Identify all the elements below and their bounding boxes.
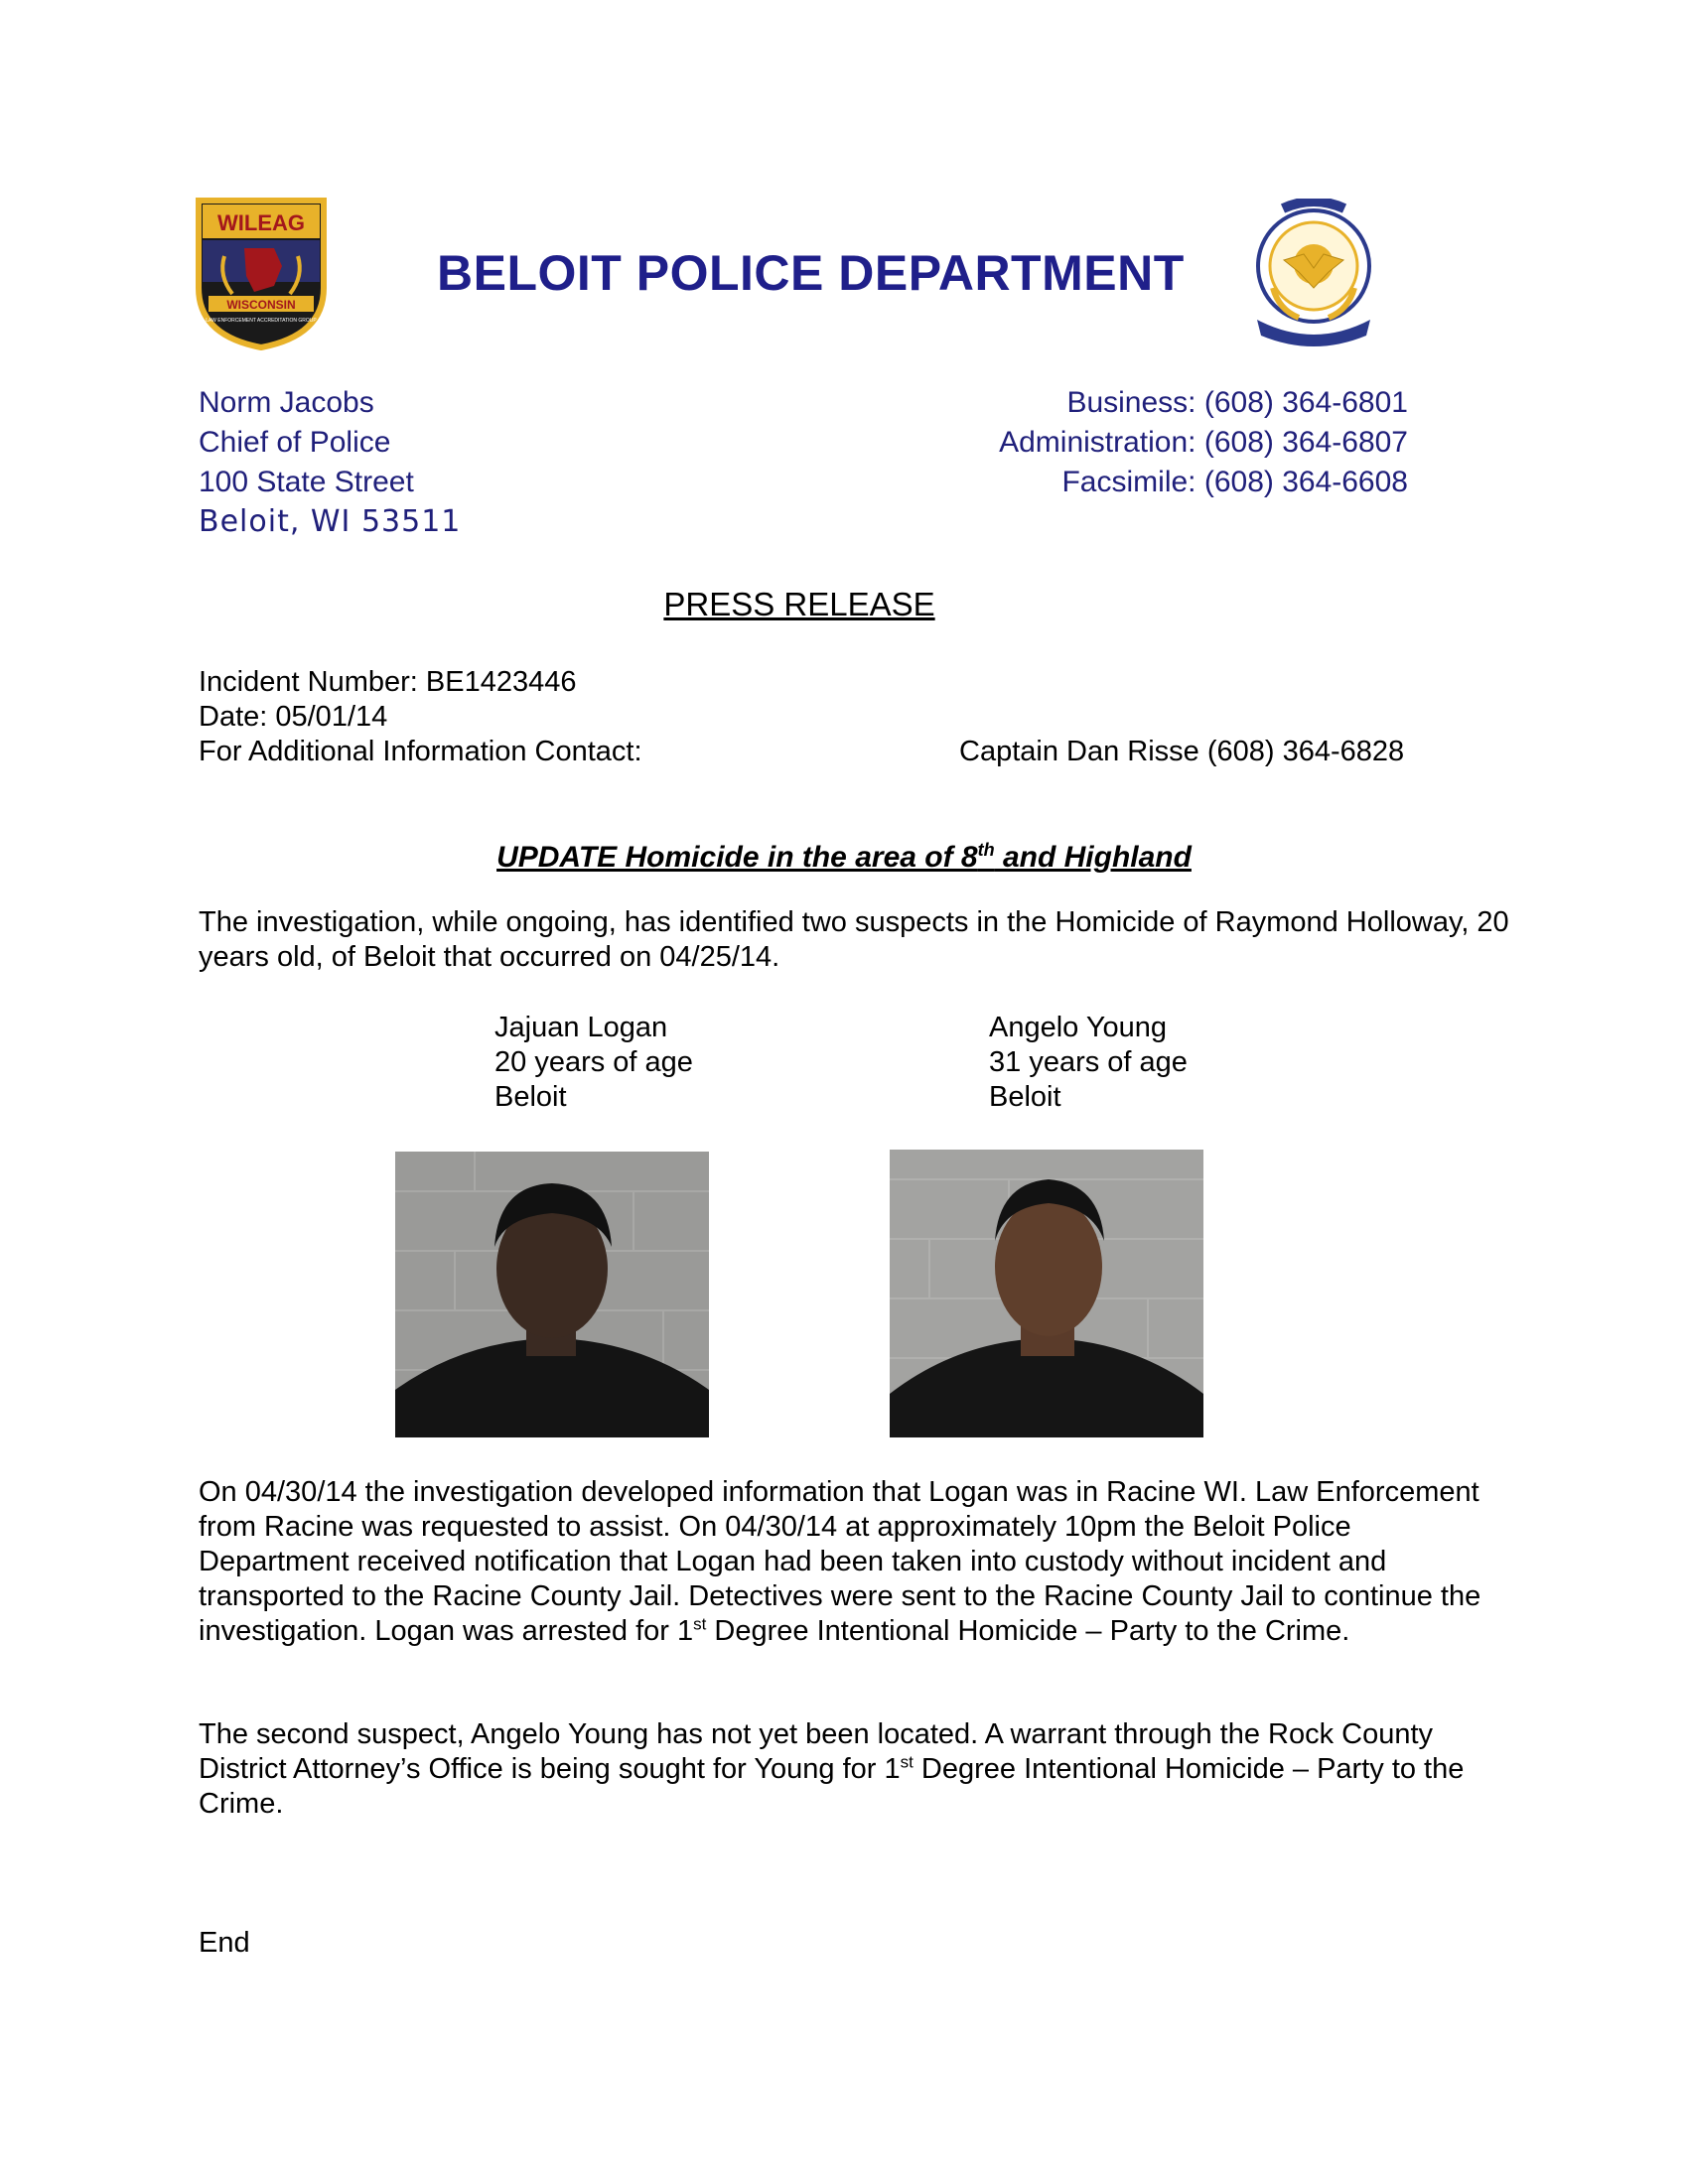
chief-title: Chief of Police <box>199 426 391 459</box>
incident-meta <box>199 665 642 769</box>
wileag-badge-icon <box>195 197 328 351</box>
facsimile-number: Facsimile: (608) 364-6608 <box>1061 466 1408 498</box>
suspect-name: Jajuan Logan <box>494 1012 668 1043</box>
arrest-paragraph: On 04/30/14 the investigation developed information that Logan was in Racine WI. Law Enforcement from Racine was requested to assist. On 04/30/14 at approximately 10pm the Beloit Police Department received notification that Logan had been taken into custody without incident and transported to the Racine County Jail. Detectives were sent to the Racine County Jail to continue the investigation. Logan was arrested for 1st Degree Intentional Homicide – Party to the Crime. <box>199 1476 1481 1647</box>
press-release-heading: PRESS RELEASE <box>663 586 935 622</box>
administration-phone: Administration: (608) 364-6807 <box>999 426 1408 459</box>
suspect-city: Beloit <box>494 1081 567 1113</box>
accreditation-seal-icon <box>1249 199 1378 347</box>
suspect-age: 31 years of age <box>989 1046 1188 1078</box>
suspect-1-info <box>494 1011 693 1115</box>
incident-number: Incident Number: BE1423446 <box>199 666 577 698</box>
release-date: Date: 05/01/14 <box>199 701 388 733</box>
suspect-age: 20 years of age <box>494 1046 693 1078</box>
city-address: Beloit, WI 53511 <box>199 504 462 539</box>
suspect-2-info <box>989 1011 1188 1115</box>
suspect-city: Beloit <box>989 1081 1061 1113</box>
contact-label: For Additional Information Contact: <box>199 736 642 767</box>
department-title: BELOIT POLICE DEPARTMENT <box>437 245 1185 301</box>
warrant-paragraph: The second suspect, Angelo Young has not yet been located. A warrant through the Rock County District Attorney’s Office is being sought for Young for 1st Degree Intentional Homicide – Party to the Crime. <box>199 1718 1465 1820</box>
contact-value: Captain Dan Risse (608) 364-6828 <box>959 736 1405 767</box>
suspect-name: Angelo Young <box>989 1012 1168 1043</box>
wileag-logo-state: WISCONSIN <box>226 298 296 312</box>
street-address: 100 State Street <box>199 466 414 498</box>
chief-name: Norm Jacobs <box>199 386 374 419</box>
business-phone: Business: (608) 364-6801 <box>1066 386 1408 419</box>
chief-contact-block <box>199 383 461 542</box>
end-marker: End <box>199 1927 250 1959</box>
suspect-2-photo <box>890 1150 1203 1437</box>
suspect-1-photo <box>395 1152 709 1437</box>
update-title: UPDATE Homicide in the area of 8th and Highland <box>496 840 1192 874</box>
intro-paragraph: The investigation, while ongoing, has identified two suspects in the Homicide of Raymond Holloway, 20 years old, of Beloit that occurred on 04/25/14. <box>199 906 1509 973</box>
wileag-logo-small: LAW ENFORCEMENT ACCREDITATION GROUP <box>206 318 317 324</box>
wileag-logo-text: WILEAG <box>217 210 305 235</box>
phone-block <box>999 383 1408 502</box>
